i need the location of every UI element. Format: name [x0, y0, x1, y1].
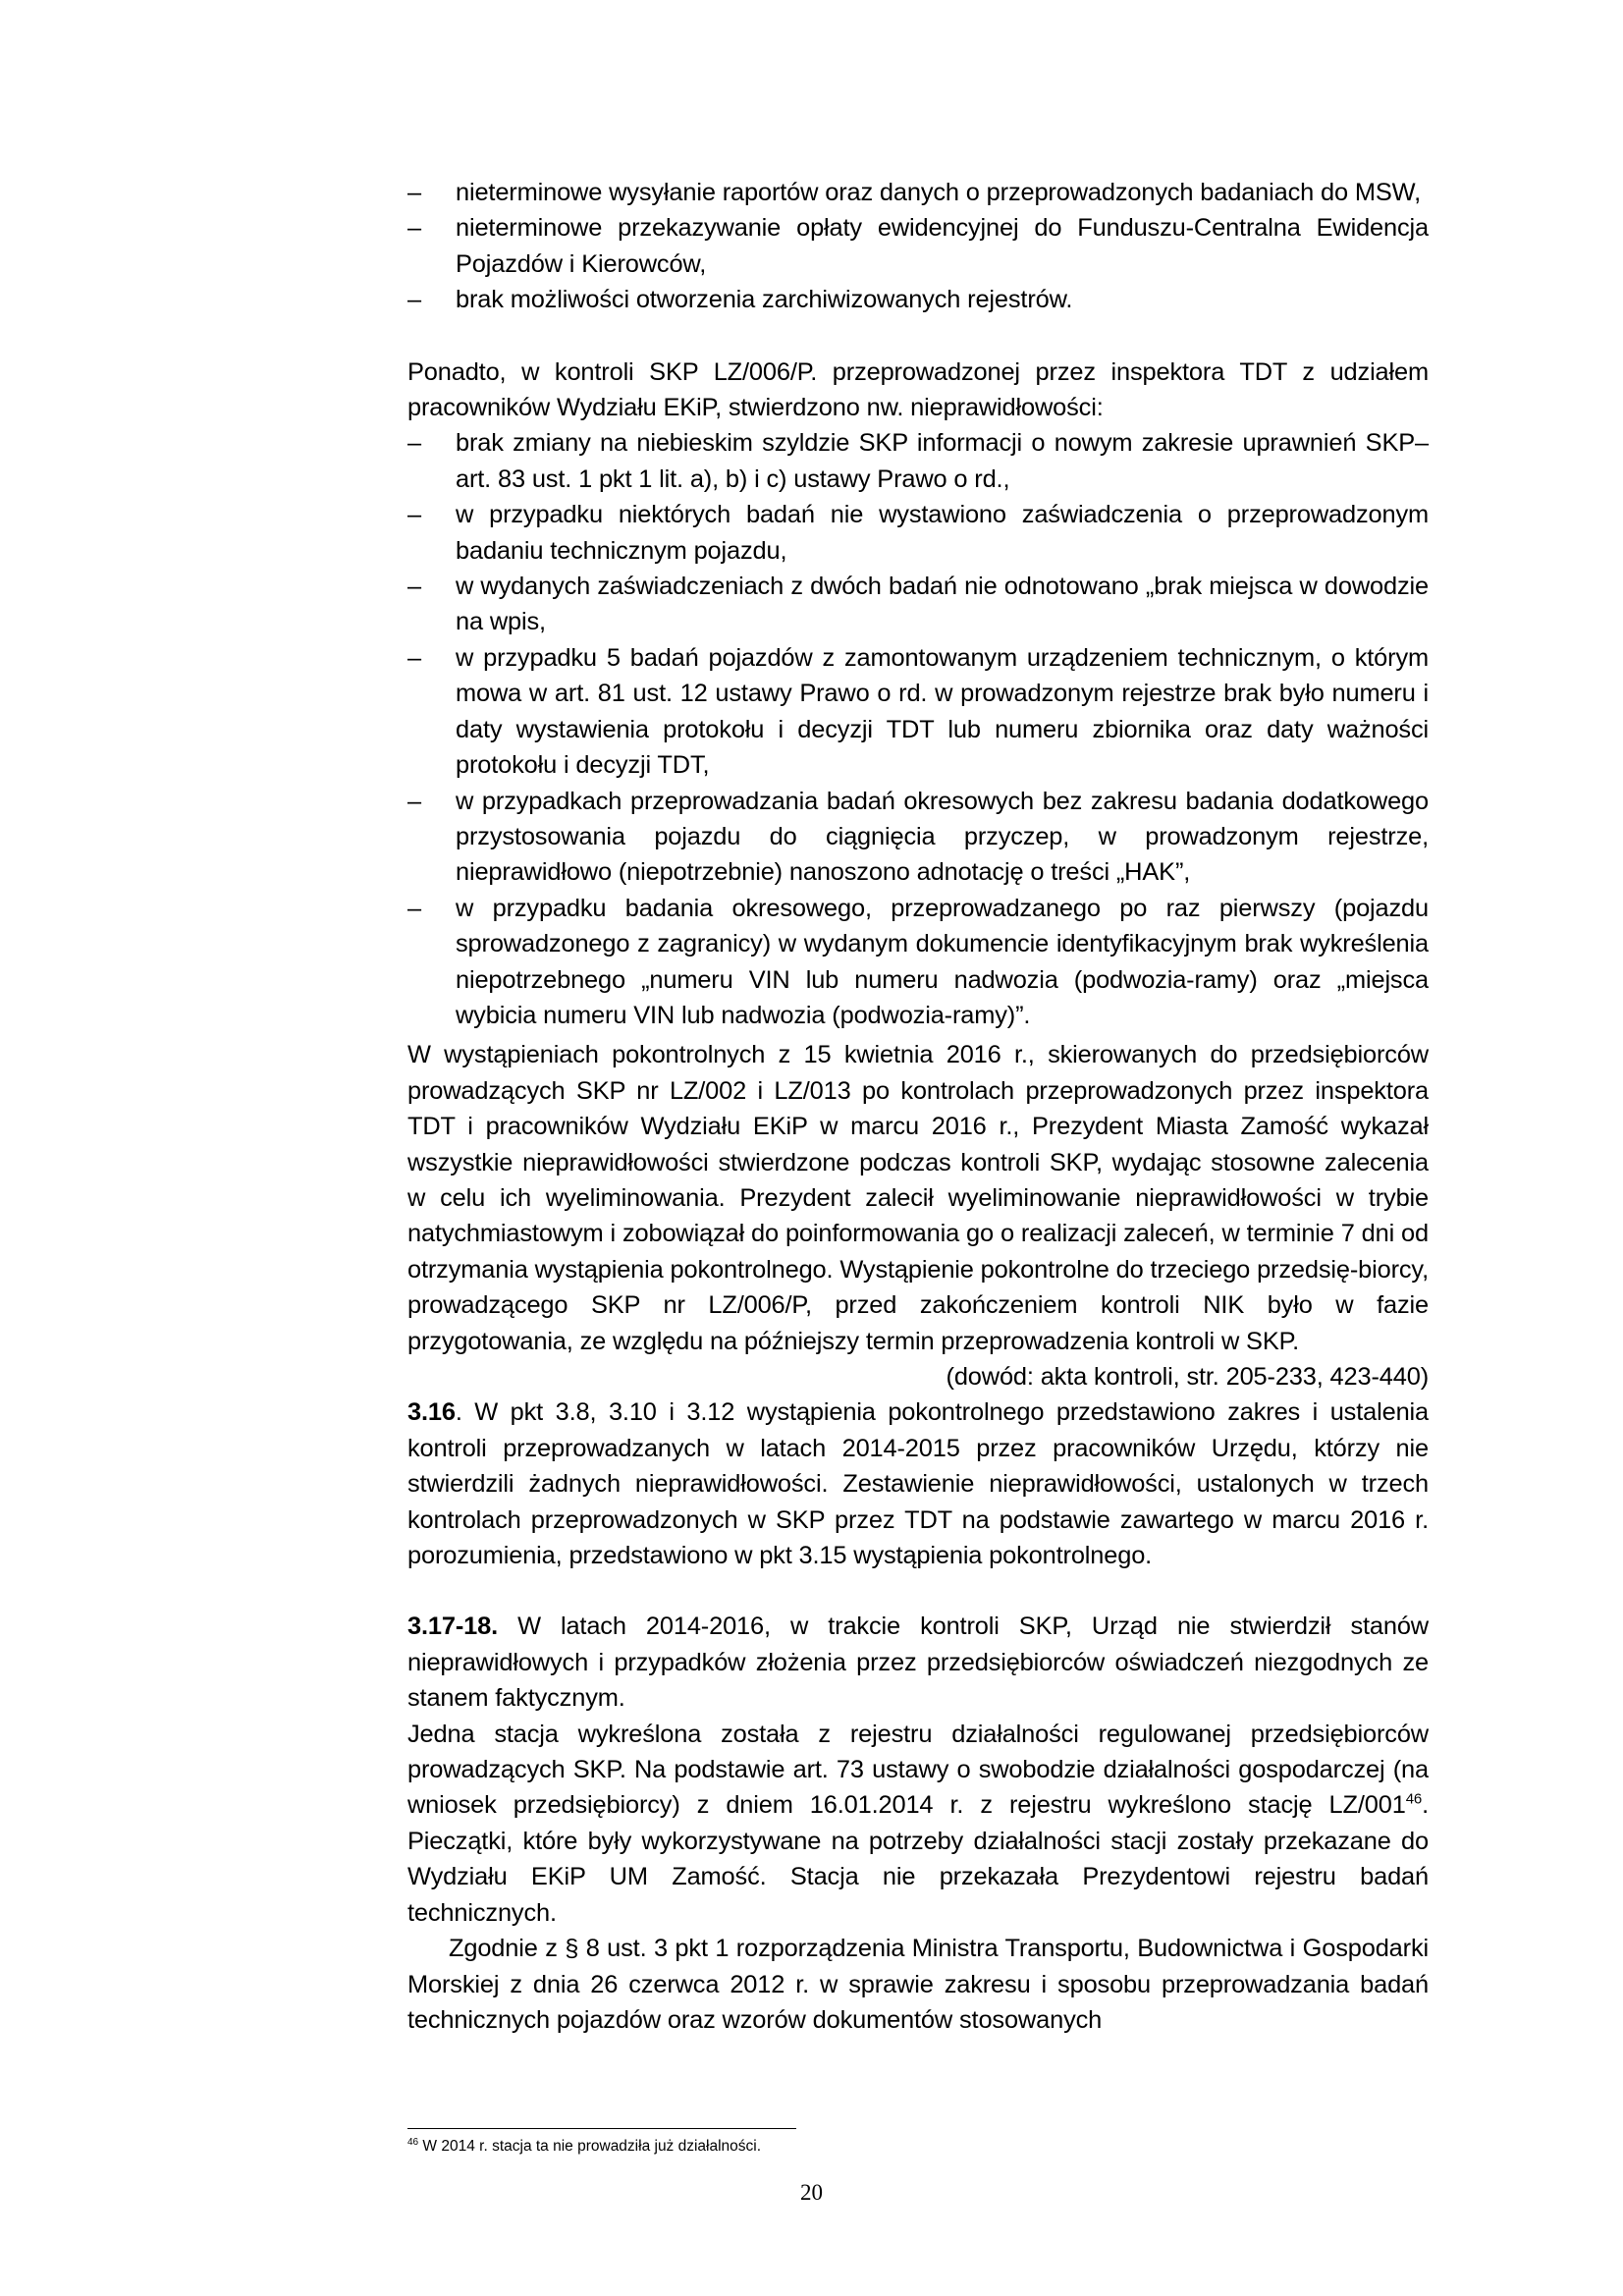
paragraph-jedna-stacja	[407, 1717, 1429, 1931]
list-item: – w wydanych zaświadczeniach z dwóch badań nie odnotowano „brak miejsca w dowodzie na wpis,	[407, 569, 1429, 640]
page-number: 20	[800, 2180, 823, 2205]
section-number: 3.17-18.	[407, 1613, 498, 1641]
footnote-text: W 2014 r. stacja ta nie prowadziła już działalności.	[418, 2138, 762, 2155]
section-3-16	[407, 1394, 1429, 1573]
footnote	[407, 2137, 1429, 2157]
paragraph-text: Jedna stacja wykreślona została z rejestru działalności regulowanej przedsiębiorców prowadzących SKP. Na podstawie art. 73 ustawy o swobodzie działalności gospodarczej (na wniosek przedsiębiorcy) z dniem 16.01.2014 r. z rejestru wykreślono stację LZ/001	[407, 1720, 1429, 1820]
footnote-reference[interactable]: 46	[1405, 1791, 1423, 1808]
list-item: – brak zmiany na niebieskim szyldzie SKP informacji o nowym zakresie uprawnień SKP– art. 83 ust. 1 pkt 1 lit. a), b) i c) ustawy Prawo o rd.,	[407, 425, 1429, 497]
paragraph-ponadto: Ponadto, w kontroli SKP LZ/006/P. przeprowadzonej przez inspektora TDT z udziałem pracowników Wydziału EKiP, stwierdzono nw. nieprawidłowości:	[407, 357, 1429, 422]
paragraph-wystapienia: W wystąpieniach pokontrolnych z 15 kwietnia 2016 r., skierowanych do przedsiębiorców prowadzących SKP nr LZ/002 i LZ/013 po kontrolach przeprowadzonych przez inspektora TDT i pracowników Wydziału EKiP w marcu 2016 r., Prezydent Miasta Zamość wykazał wszystkie nieprawidłowości stwierdzone podczas kontroli SKP, wydając stosowne zalecenia w celu ich wyeliminowania. Prezydent zalecił wyeliminowanie nieprawidłowości w trybie natychmiastowym i zobowiązał do poinformowania go o realizacji zaleceń, w terminie 7 dni od otrzymania wystąpienia pokontrolnego. Wystąpienie pokontrolne do trzeciego przedsię-biorcy, prowadzącego SKP nr LZ/006/P, przed zakończeniem kontroli NIK było w fazie przygotowania, ze względu na późniejszy termin przeprowadzenia kontroli w SKP.	[407, 1041, 1429, 1355]
list-item: – w przypadku 5 badań pojazdów z zamontowanym urządzeniem technicznym, o którym mowa w art. 81 ust. 12 ustawy Prawo o rd. w prowadzonym rejestrze brak było numeru i daty wystawienia protokołu i decyzji TDT lub numeru zbiornika oraz daty ważności protokołu i decyzji TDT,	[407, 640, 1429, 784]
paragraph-zgodnie: Zgodnie z § 8 ust. 3 pkt 1 rozporządzenia Ministra Transportu, Budownictwa i Gospodarki Morskiej z dnia 26 czerwca 2012 r. w sprawie zakresu i sposobu przeprowadzania badań technicznych pojazdów oraz wzorów dokumentów stosowanych	[407, 1935, 1429, 2034]
list-item: – brak możliwości otworzenia zarchiwizowanych rejestrów.	[407, 282, 1429, 317]
section-number: 3.16	[407, 1398, 456, 1427]
list-item: – nieterminowe przekazywanie opłaty ewidencyjnej do Funduszu-Centralna Ewidencja Pojazdów i Kierowców,	[407, 210, 1429, 282]
irregularities-list	[407, 425, 1429, 1033]
evidence-reference: (dowód: akta kontroli, str. 205-233, 423-440)	[946, 1363, 1429, 1391]
shortcomings-list-1	[407, 175, 1429, 318]
list-item: – w przypadkach przeprowadzania badań okresowych bez zakresu badania dodatkowego przystosowania pojazdu do ciągnięcia przyczep, w prowadzonym rejestrze, nieprawidłowo (niepotrzebnie) nanoszono adnotację o treści „HAK”,	[407, 784, 1429, 891]
list-item: – nieterminowe wysyłanie raportów oraz danych o przeprowadzonych badaniach do MSW,	[407, 175, 1429, 210]
footnote-number: 46	[407, 2136, 419, 2148]
section-3-17-18	[407, 1609, 1429, 1716]
section-text: . W pkt 3.8, 3.10 i 3.12 wystąpienia pokontrolnego przedstawiono zakres i ustalenia kontroli przeprowadzanych w latach 2014-2015 przez pracowników Urzędu, którzy nie stwierdzili żadnych nieprawidłowości. Zestawienie nieprawidłowości, ustalonych w trzech kontrolach przeprowadzonych w SKP przez TDT na podstawie zawartego w marcu 2016 r. porozumienia, przedstawiono w pkt 3.15 wystąpienia pokontrolnego.	[407, 1398, 1429, 1570]
list-item: – w przypadku badania okresowego, przeprowadzanego po raz pierwszy (pojazdu sprowadzonego z zagranicy) w wydanym dokumencie identyfikacyjnym brak wykreślenia niepotrzebnego „numeru VIN lub numeru nadwozia (podwozia-ramy) oraz „miejsca wybicia numeru VIN lub nadwozia (podwozia-ramy)”.	[407, 891, 1429, 1034]
section-text: W latach 2014-2016, w trakcie kontroli SKP, Urząd nie stwierdził stanów nieprawidłowych i przypadków złożenia przez przedsiębiorców oświadczeń niezgodnych ze stanem faktycznym.	[407, 1613, 1429, 1713]
paragraph-text: . Pieczątki, które były wykorzystywane na potrzeby działalności stacji zostały przekazane do Wydziału EKiP UM Zamość. Stacja nie przekazała Prezydentowi rejestru badań technicznych.	[407, 1791, 1429, 1927]
footnote-separator	[407, 2128, 796, 2129]
main-text	[407, 175, 1429, 2038]
list-item: – w przypadku niektórych badań nie wystawiono zaświadczenia o przeprowadzonym badaniu technicznym pojazdu,	[407, 497, 1429, 569]
